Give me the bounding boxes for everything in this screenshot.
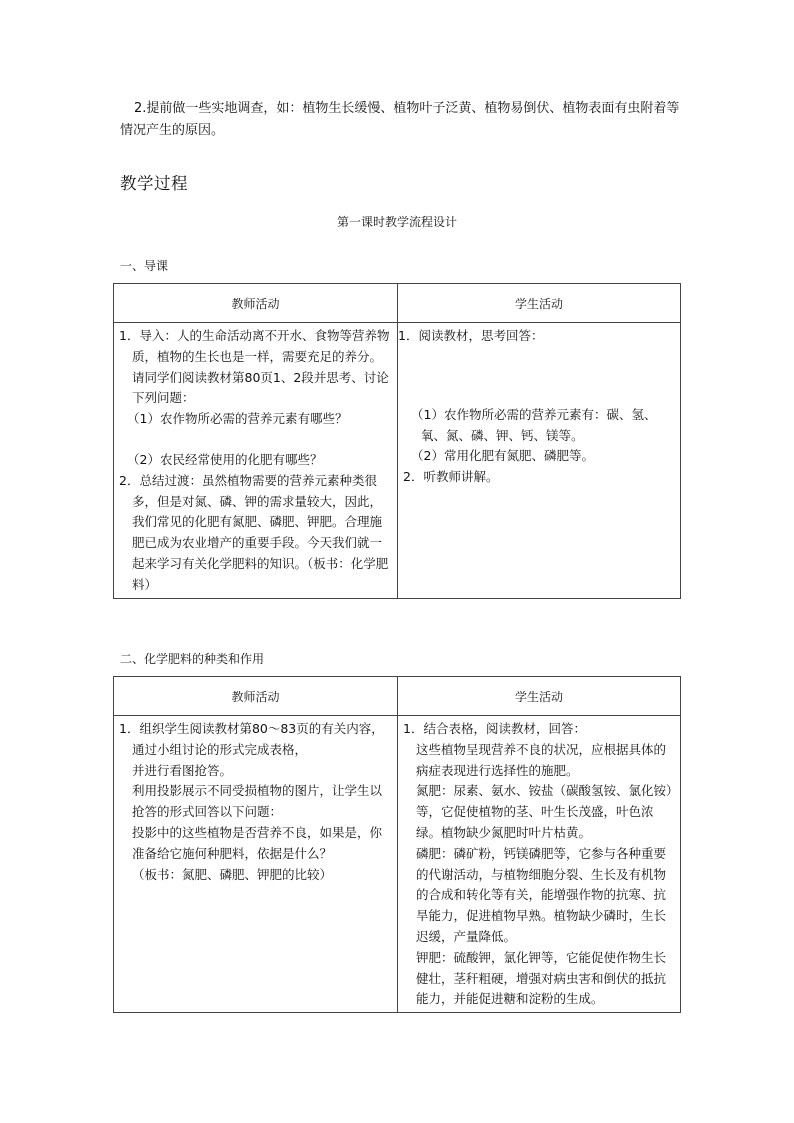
student-step-answer: 1．结合表格，阅读教材，回答： [403, 721, 586, 736]
teacher-question-2: （2）农民经常使用的化肥有哪些？ [127, 451, 323, 467]
student-answer-overview: 这些植物呈现营养不良的状况，应根据具体的病症表现进行选择性的施肥。 [416, 741, 667, 778]
teacher-activity-cell [114, 716, 398, 1013]
teacher-activity-header: 教师活动 [114, 677, 398, 716]
teacher-question-1: （1）农作物所必需的营养元素有哪些？ [127, 411, 348, 427]
student-answer-nitrogen: 氮肥：尿素、氨水、铵盐（碳酸氢铵、氯化铵）等，它促使植物的茎、叶生长茂盛，叶色浓绿。植物缺少氮肥时叶片枯黄。 [416, 783, 673, 840]
teacher-step-intro: 1．导入：人的生命活动离不开水、食物等营养物质，植物的生长也是一样，需要充足的养分。请同学们阅读教材第80页1、2段并思考、讨论下列问题： [119, 328, 390, 406]
student-answer-1: （1）农作物所必需的营养元素有：碳、氢、氧、氮、磷、钾、钙、镁等。 [411, 406, 657, 443]
process-heading: 教学过程 [120, 174, 188, 193]
teacher-step-summary: 2．总结过渡：虽然植物需要的营养元素种类很多，但是对氮、磷、钾的需求量较大，因此，我们常见的化肥有氮肥、磷肥、钾肥。合理施肥已成为农业增产的重要手段。今天我们就一起来学习有关化学肥料的知识。（板书：化学肥料） [119, 472, 389, 592]
student-activity-header: 学生活动 [398, 284, 681, 323]
student-activity-cell [398, 323, 681, 599]
teacher-step-organize-cont: 并进行看图抢答。 [132, 762, 233, 778]
section1-title: 一、导课 [120, 259, 169, 273]
section2-table [113, 676, 681, 1013]
teacher-board-note: （板书：氮肥、磷肥、钾肥的比较） [132, 866, 333, 882]
teacher-projection: 利用投影展示不同受损植物的图片，让学生以抢答的形式回答以下问题： [132, 783, 383, 820]
student-activity-header: 学生活动 [398, 677, 681, 716]
teacher-step-organize: 1．组织学生阅读教材第80～83页的有关内容，通过小组讨论的形式完成表格， [119, 721, 384, 757]
student-step-listen: 2．听教师讲解。 [403, 469, 499, 485]
student-answer-phosphorus: 磷肥：磷矿粉，钙镁磷肥等，它参与各种重要的代谢活动，与植物细胞分裂、生长及有机物的合成和转化等有关，能增强作物的抗寒、抗旱能力，促进植物早熟。植物缺少磷时，生长迟缓，产量降低。 [416, 845, 667, 944]
section2-title: 二、化学肥料的种类和作用 [120, 652, 265, 666]
student-answer-2: （2）常用化肥有氮肥、磷肥等。 [411, 448, 594, 464]
design-title: 第一课时教学流程设计 [336, 215, 457, 229]
teacher-activity-header: 教师活动 [114, 284, 398, 323]
intro-paragraph: 2.提前做一些实地调查，如：植物生长缓慢、植物叶子泛黄、植物易倒伏、植物表面有虫附着等情况产生的原因。 [120, 101, 680, 138]
student-activity-cell [398, 716, 681, 1013]
student-answer-potassium: 钾肥：硫酸钾，氯化钾等，它能促使作物生长健壮，茎秆粗硬，增强对病虫害和倒伏的抵抗能力，并能促进糖和淀粉的生成。 [416, 949, 667, 1007]
section1-table [113, 283, 681, 599]
student-step-read: 1．阅读教材，思考回答： [398, 328, 544, 343]
teacher-activity-cell [114, 323, 398, 599]
teacher-question: 投影中的这些植物是否营养不良，如果是，你准备给它施何种肥料，依据是什么？ [132, 824, 383, 861]
